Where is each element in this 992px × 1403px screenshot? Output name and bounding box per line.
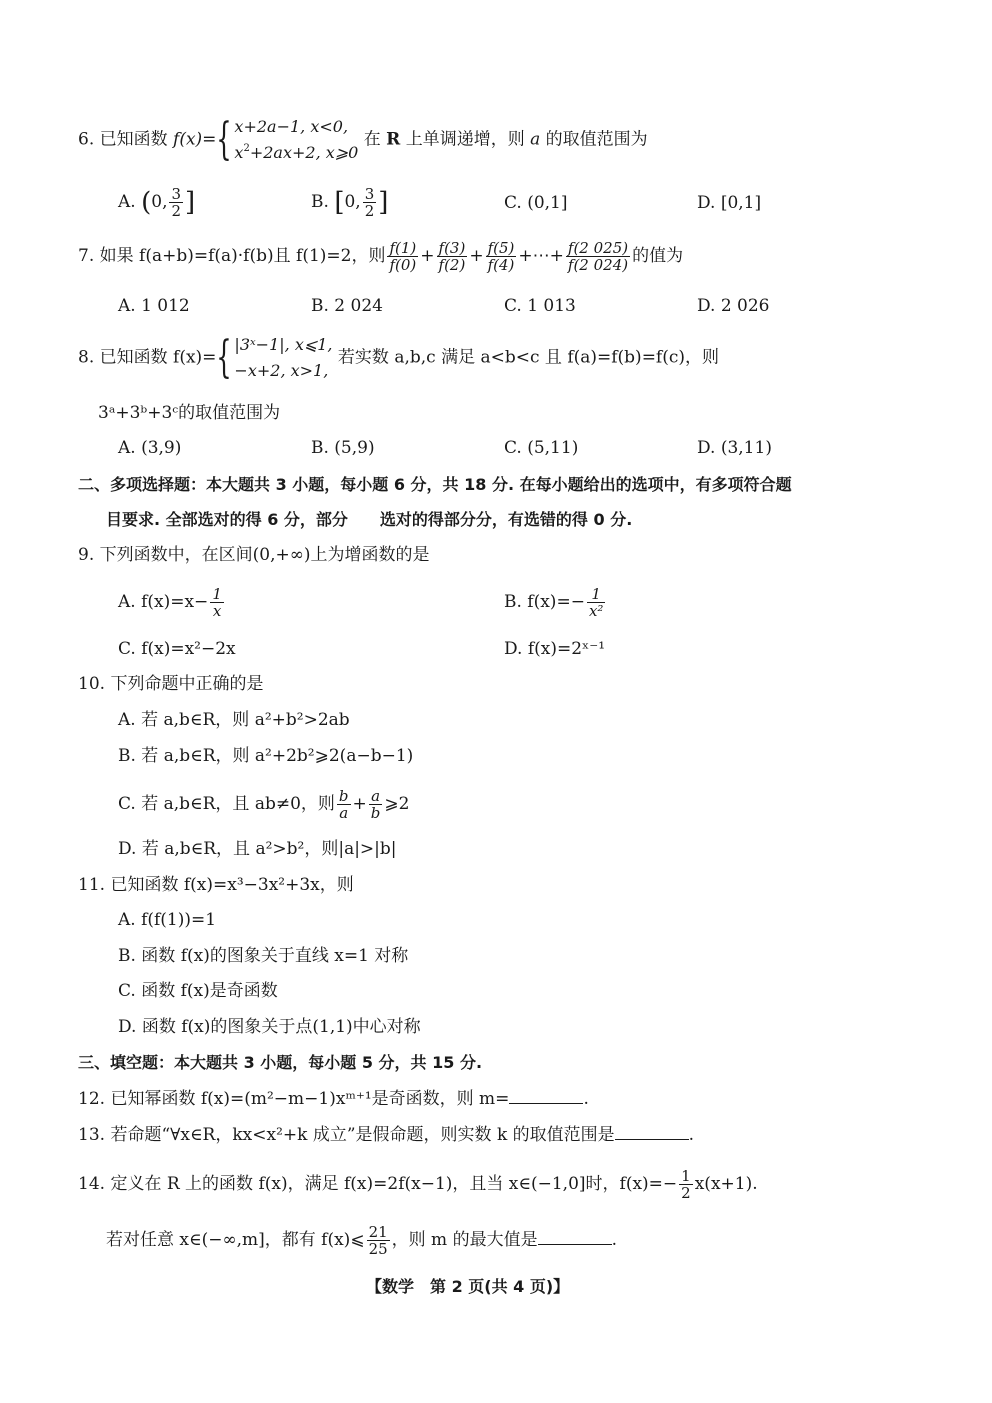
q14-line2-post: ，则 m 的最大值是: [391, 1230, 538, 1250]
q6-optA-pre: 0,: [151, 192, 168, 212]
q7-option-b: B. 2 024: [311, 296, 383, 316]
q7-frac-4-num: f(2 025): [567, 239, 629, 257]
q12: [78, 1087, 589, 1110]
q6-optB-lbracket: [: [334, 187, 345, 218]
q12-end: .: [583, 1089, 589, 1109]
q14-line1-num: 1: [681, 1167, 691, 1185]
q14-line2-den: 25: [368, 1240, 388, 1258]
q6-optA-frac: [169, 186, 183, 219]
q7-frac-4: [566, 240, 630, 273]
q10-option-c: C. 若 a,b∈R，且 ab≠0，则 $\frac{b}{a}$ + $\frac{a}{b}$ ⩾2: [118, 787, 410, 822]
q14-line1: [78, 1168, 758, 1201]
q6-R: R: [386, 129, 401, 150]
q7-frac-3-num: f(5): [487, 239, 515, 257]
q7-frac-3-den: f(4): [487, 256, 515, 274]
q11-option-b: B. 函数 f(x)的图象关于直线 x=1 对称: [118, 946, 409, 966]
q6-suffix-3: 的取值范围为: [540, 129, 648, 150]
q14-line1-frac: [679, 1168, 693, 1201]
q14-line1-post: x(x+1).: [694, 1174, 758, 1194]
q11-option-d: D. 函数 f(x)的图象关于点(1,1)中心对称: [118, 1017, 421, 1037]
q9-optB-den: x²: [588, 602, 604, 620]
q7-option-a: A. 1 012: [118, 296, 190, 316]
q13: [78, 1123, 694, 1146]
q6-case1: x+2a−1, x<0,: [234, 117, 349, 136]
q7-prefix: 7. 如果 f(a+b)=f(a)·f(b)且 f(1)=2，则: [78, 246, 386, 266]
q10-optC-frac2-den: b: [370, 804, 381, 822]
q6-option-d: D. [0,1]: [697, 193, 762, 213]
q6-case2-rest: +2ax+2, x⩾0: [249, 143, 359, 162]
q14-line1-pre: 14. 定义在 R 上的函数 f(x)，满足 f(x)=2f(x−1)，且当 x∈(−1,0]时，f(x)=−: [78, 1174, 678, 1194]
q13-answer-blank[interactable]: [615, 1123, 689, 1140]
q6-case2: [234, 140, 358, 166]
q6-optA-num: 3: [171, 185, 182, 203]
q10-optC-frac1-num: b: [338, 787, 349, 805]
q6-optB-num: 3: [364, 185, 375, 203]
q6-suffix-1: 在: [363, 129, 387, 150]
q10-optC-frac1-den: a: [339, 804, 349, 822]
q12-answer-blank[interactable]: [509, 1087, 583, 1104]
q6-optB-den: 2: [364, 202, 375, 220]
q7-frac-2-den: f(2): [438, 256, 466, 274]
q11-option-a: A. f(f(1))=1: [118, 910, 217, 930]
q7-frac-1: [387, 240, 418, 273]
section2-heading: 二、多项选择题：本大题共 3 小题，每小题 6 分，共 18 分. 在每小题给出的选项中，有多项符合题: [78, 475, 792, 494]
q8-line2: 3ᵃ+3ᵇ+3ᶜ的取值范围为: [98, 403, 281, 423]
q6-a: a: [530, 129, 541, 150]
q8-brace: {: [216, 332, 233, 383]
q7-stem: 7. 如果 f(a+b)=f(a)·f(b)且 f(1)=2，则 $\frac{f(1)}{f(0)}$ + $\frac{f(3)}{f(2)}$ + $\frac{f(5)}{f(4)}$ +⋯+ $\frac{f(2 025)}{f(2 024)}$ 的值为: [78, 239, 684, 274]
q6-case2-sup: 2: [243, 143, 250, 154]
q9-optA-num: 1: [212, 585, 222, 603]
q6-optB-frac: [363, 186, 377, 219]
q9-option-b: [504, 586, 607, 619]
q8-case2: −x+2, x>1,: [234, 361, 329, 380]
q9-optB-num: 1: [587, 586, 605, 603]
q10-optC-frac2: [369, 788, 383, 821]
q9-optA-den: x: [212, 602, 222, 620]
q7-frac-4-den: f(2 024): [567, 256, 629, 274]
q10-stem: 10. 下列命题中正确的是: [78, 674, 264, 694]
q14-line2: [106, 1224, 617, 1257]
q8-option-b: B. (5,9): [311, 438, 375, 458]
q10-optC-pre: C. 若 a,b∈R，且 ab≠0，则: [118, 794, 335, 814]
q10-option-d: D. 若 a,b∈R，且 a²>b²，则|a|>|b|: [118, 839, 397, 859]
q10-option-b: B. 若 a,b∈R，则 a²+2b²⩾2(a−b−1): [118, 746, 414, 766]
q14-line2-frac: [367, 1224, 390, 1257]
q6-case2-x: x: [234, 143, 244, 162]
q6-optA-den: 2: [171, 202, 182, 220]
q8-suffix: 若实数 a,b,c 满足 a<b<c 且 f(a)=f(b)=f(c)，则: [337, 347, 720, 368]
q6-suffix-2: 上单调递增，则: [400, 129, 531, 150]
q8-cases: [234, 332, 332, 384]
section3-heading: 三、填空题：本大题共 3 小题，每小题 5 分，共 15 分.: [78, 1053, 483, 1072]
q7-frac-1-den: f(0): [389, 256, 417, 274]
q6-option-c: C. (0,1]: [504, 193, 568, 213]
q9-optB-pre: B. f(x)=−: [504, 592, 585, 612]
q9-optA-frac: [210, 586, 224, 619]
q7-option-c: C. 1 013: [504, 296, 576, 316]
q6-brace: {: [216, 114, 233, 165]
q14-line2-pre: 若对任意 x∈(−∞,m]，都有 f(x)⩽: [106, 1230, 365, 1250]
q6-option-b-label: B.: [311, 192, 329, 212]
q8-prefix: 8. 已知函数 f(x)=: [78, 347, 217, 368]
q7-frac-1-num: f(1): [389, 239, 417, 257]
q7-option-d: D. 2 026: [697, 296, 770, 316]
q14-line2-num: 21: [368, 1223, 388, 1241]
q7-frac-2: [437, 240, 468, 273]
q11-stem: 11. 已知函数 f(x)=x³−3x²+3x，则: [78, 875, 354, 895]
q6-stem: [78, 114, 648, 166]
q10-option-a: A. 若 a,b∈R，则 a²+b²>2ab: [118, 710, 350, 730]
q6-optA-rbracket: ]: [185, 187, 196, 218]
q7-suffix: 的值为: [632, 246, 684, 266]
q9-option-d: D. f(x)=2ˣ⁻¹: [504, 639, 606, 659]
section2-heading-line2: 目要求. 全部选对的得 6 分，部分 选对的得部分分，有选错的得 0 分.: [106, 510, 633, 529]
q7-dots: +⋯+: [518, 246, 564, 266]
q6-option-a-label: A.: [118, 192, 136, 212]
q6-option-a: [118, 186, 195, 219]
q9-optB-frac: [587, 586, 605, 619]
q8-option-d: D. (3,11): [697, 438, 772, 458]
q6-optB-rbracket: ]: [378, 187, 389, 218]
q13-text: 13. 若命题“∀x∈R，kx<x²+k 成立”是假命题，则实数 k 的取值范围是: [78, 1125, 615, 1145]
q12-text: 12. 已知幂函数 f(x)=(m²−m−1)xᵐ⁺¹是奇函数，则 m=: [78, 1089, 510, 1109]
page-footer: 【数学 第 2 页(共 4 页)】: [366, 1277, 570, 1296]
q14-line1-den: 2: [681, 1184, 691, 1202]
q9-stem: 9. 下列函数中，在区间(0,+∞)上为增函数的是: [78, 545, 430, 565]
q14-answer-blank[interactable]: [538, 1228, 612, 1245]
q6-fx: f(x)=: [173, 129, 217, 150]
q6-optA-lparen: (: [141, 187, 152, 218]
q13-end: .: [688, 1125, 695, 1145]
q8-case1: |3ˣ−1|, x⩽1,: [234, 335, 333, 354]
q8-option-c: C. (5,11): [504, 438, 579, 458]
q7-frac-3: [486, 240, 517, 273]
q9-option-c: C. f(x)=x²−2x: [118, 639, 236, 659]
q10-optC-frac1: [337, 788, 351, 821]
q14-end: .: [611, 1230, 617, 1250]
q6-prefix: 6. 已知函数: [78, 129, 174, 150]
q6-option-b: [311, 186, 388, 219]
q10-optC-post: ⩾2: [384, 794, 410, 814]
q6-cases: [234, 114, 358, 166]
q9-optA-pre: A. f(x)=x−: [118, 592, 209, 612]
q6-optB-pre: 0,: [344, 192, 361, 212]
q8-stem: [78, 332, 719, 384]
q8-option-a: A. (3,9): [118, 438, 182, 458]
q10-optC-frac2-num: a: [369, 788, 383, 805]
q7-frac-2-num: f(3): [438, 239, 466, 257]
q11-option-c: C. 函数 f(x)是奇函数: [118, 981, 278, 1001]
q9-option-a: [118, 586, 226, 619]
